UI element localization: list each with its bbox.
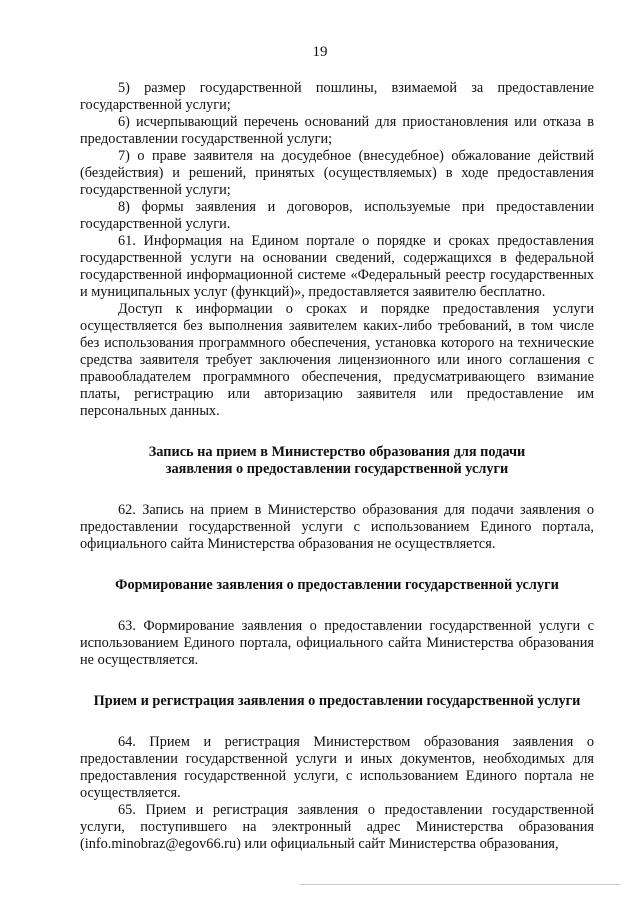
section-heading-forming: Формирование заявления о предоставлении государственной услуги [115, 577, 559, 593]
paragraph-64: 64. Прием и регистрация Министерством образования заявления о предоставлении государственной услуги и иных документов, необходимых для предоставления государственной услуги, с использованием Единого портала не осуществляется. [80, 734, 594, 801]
document-body [80, 80, 594, 853]
section-heading-appointment-line2: заявления о предоставлении государственной услуги [165, 461, 509, 477]
paragraph-61: 61. Информация на Едином портале о порядке и сроках предоставления государственной услуги на основании сведений, содержащихся в федеральной государственной информационной системе «Федеральный реестр государственных и муниципальных услуг (функций)», предоставляется заявителю бесплатно. [80, 233, 594, 300]
paragraph-item-7: 7) о праве заявителя на досудебное (внесудебное) обжалование действий (бездействия) и решений, принятых (осуществляемых) в ходе предоставления государственной услуги; [80, 148, 594, 198]
page-number: 19 [312, 44, 328, 60]
paragraph-item-8: 8) формы заявления и договоров, используемые при предоставлении государственной услуги. [80, 199, 594, 232]
paragraph-access: Доступ к информации о сроках и порядке предоставления услуги осуществляется без выполнения заявителем каких-либо требований, в том числе без использования программного обеспечения, установка которого на технические средства заявителя требует заключения лицензионного или иного соглашения с правообладателем программного обеспечения, предусматривающего взимание платы, регистрацию или авторизацию заявителя или предоставление им персональных данных. [80, 301, 594, 419]
section-heading-appointment-line1: Запись на прием в Министерство образования для подачи [148, 444, 526, 460]
section-heading-registration: Прием и регистрация заявления о предоставлении государственной услуги [93, 693, 581, 709]
paragraph-item-6: 6) исчерпывающий перечень оснований для приостановления или отказа в предоставлении государственной услуги; [80, 114, 594, 147]
scan-edge-line [300, 884, 620, 885]
paragraph-62: 62. Запись на прием в Министерство образования для подачи заявления о предоставлении государственной услуги с использованием Единого портала, официального сайта Министерства образования не осуществляется. [80, 502, 594, 552]
paragraph-65: 65. Прием и регистрация заявления о предоставлении государственной услуги, поступившего на электронный адрес Министерства образования (info.minobraz@egov66.ru) или официальный сайт Министерства образования, [80, 802, 594, 852]
paragraph-63: 63. Формирование заявления о предоставлении государственной услуги с использованием Единого портала, официального сайта Министерства образования не осуществляется. [80, 618, 594, 668]
paragraph-item-5: 5) размер государственной пошлины, взимаемой за предоставление государственной услуги; [80, 80, 594, 113]
